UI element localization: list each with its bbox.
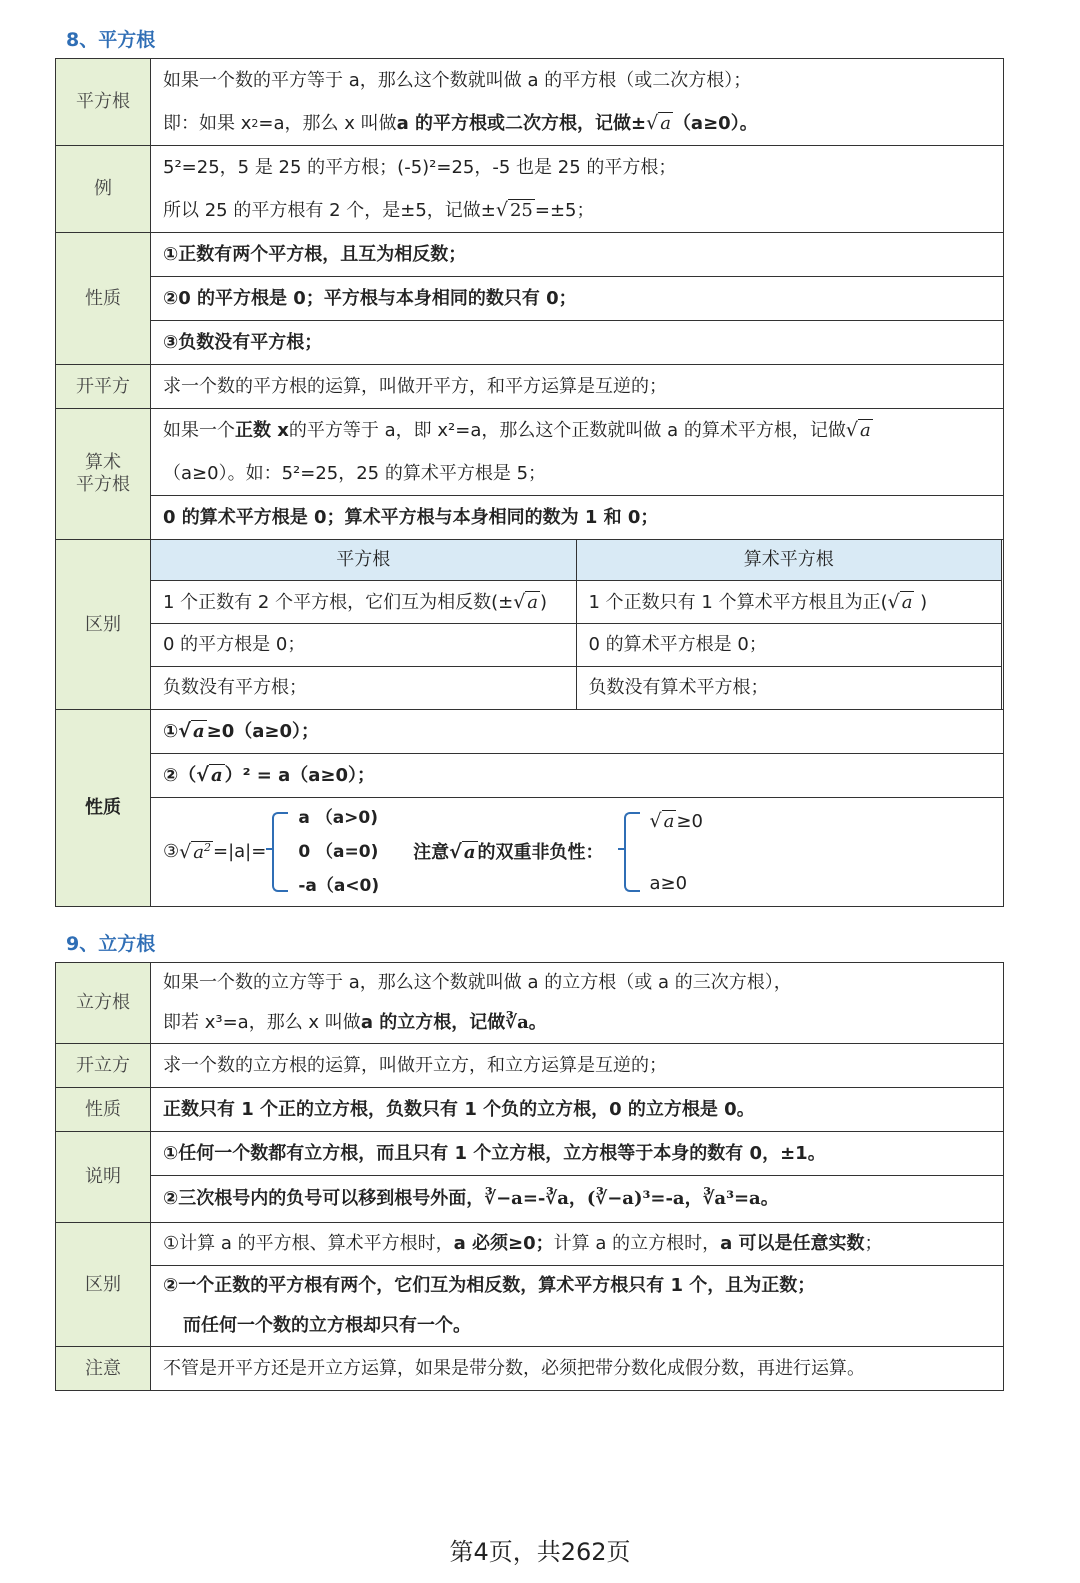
difference-subtable — [150, 539, 1002, 710]
arith-line-3: 0 的算术平方根是 0；算术平方根与本身相同的数为 1 和 0； — [163, 506, 659, 528]
arith-line-1: 如果一个 正数 x 的平方等于 a，即 x²=a，那么这个正数就叫做 a 的算术平方根，记做 √ a — [163, 419, 871, 441]
case-negative: -a（a<0) — [298, 876, 380, 896]
nature-2: ②（ √ a ）² = a（a≥0）； — [163, 764, 376, 786]
label-definition: 平方根 — [56, 59, 151, 146]
definition-line-2: 即：如果 x 2 =a，那么 x 叫做 a 的平方根或二次方根，记做± √ a （a≥0）。 — [163, 112, 758, 134]
square-root-table — [55, 58, 1004, 907]
note-text: 不管是开平方还是开立方运算，如果是带分数，必须把带分数化成假分数，再进行运算。 — [163, 1357, 865, 1379]
arith-line-2: （a≥0）。如：5²=25，25 的算术平方根是 5； — [163, 462, 547, 484]
label-example: 例 — [56, 146, 151, 233]
diff-header-square: 平方根 — [151, 540, 577, 581]
property-1: ①正数有两个平方根，且互为相反数； — [163, 243, 467, 265]
case-positive: a （a>0) — [298, 808, 379, 828]
example-line-2: 所以 25 的平方根有 2 个，是±5，记做± √ 25 =±5； — [163, 199, 595, 221]
label-note: 注意 — [56, 1347, 151, 1391]
diff-b2: 0 的算术平方根是 0； — [576, 624, 1002, 667]
kailifang-text: 求一个数的立方根的运算，叫做开立方，和立方运算是互逆的； — [163, 1054, 667, 1076]
nonneg-note: 注意√ a 的双重非负性： — [413, 840, 604, 863]
label-difference: 区别 — [56, 540, 151, 710]
page-footer: 第4页，共262页 — [449, 1538, 631, 1566]
cube-def-line-1: 如果一个数的立方等于 a，那么这个数就叫做 a 的立方根（或 a 的三次方根）， — [163, 972, 792, 993]
left-brace-icon — [272, 812, 288, 892]
definition-line-1: 如果一个数的平方等于 a，那么这个数就叫做 a 的平方根（或二次方根）； — [163, 69, 752, 91]
explain-1: ①任何一个数都有立方根，而且只有 1 个立方根，立方根等于本身的数有 0，±1。 — [163, 1142, 826, 1164]
cube-def-line-2: 即若 x³=a，那么 x 叫做 a 的立方根，记做 ∛a。 — [163, 1012, 547, 1033]
explain-2: ②三次根号内的负号可以移到根号外面， ∛−a=-∛a，(∛−a)³=-a，∛a³=a。 — [163, 1188, 779, 1209]
example-line-1: 5²=25，5 是 25 的平方根；(-5)²=25，-5 也是 25 的平方根； — [163, 156, 677, 178]
label-arithmetic-root: 算术 平方根 — [56, 409, 151, 540]
kaipingfang-text: 求一个数的平方根的运算，叫做开平方，和平方运算是互逆的； — [163, 375, 667, 397]
property-2: ②0 的平方根是 0；平方根与本身相同的数只有 0； — [163, 287, 577, 309]
cube-diff-2a: ②一个正数的平方根有两个，它们互为相反数，算术平方根只有 1 个，且为正数； — [163, 1275, 816, 1296]
cube-diff-2b: 而任何一个数的立方根却只有一个。 — [183, 1315, 471, 1336]
cube-diff-1: ①计算 a 的平方根、算术平方根时， a 必须≥0； 计算 a 的立方根时， a 可以是任意实数 ； — [163, 1233, 883, 1254]
property-3: ③负数没有平方根； — [163, 331, 323, 353]
cube-prop-text: 正数只有 1 个正的立方根，负数只有 1 个负的立方根，0 的立方根是 0。 — [163, 1098, 755, 1120]
label-cube-diff: 区别 — [56, 1223, 151, 1347]
label-kaipingfang: 开平方 — [56, 365, 151, 409]
label-properties: 性质 — [56, 233, 151, 365]
section-title-8: 8、平方根 — [66, 29, 156, 51]
nature-1: ① √ a ≥0（a≥0）； — [163, 720, 319, 742]
diff-b1: 1 个正数只有 1 个算术平方根且为正(√ a ) — [576, 581, 1002, 624]
label-explain: 说明 — [56, 1132, 151, 1223]
nature-3: ③ √ $a^2$ =|a|= a （a>0) 0 （a=0) -a（a<0) 注意√ a 的双重非负性： √ a ≥0 a≥0 — [163, 808, 703, 896]
label-cube-prop: 性质 — [56, 1088, 151, 1132]
diff-a3: 负数没有平方根； — [151, 667, 577, 710]
case-zero: 0 （a=0) — [298, 842, 379, 862]
label-cube-def: 立方根 — [56, 963, 151, 1044]
nonneg-1: √ a ≥0 — [649, 809, 703, 832]
diff-header-arith: 算术平方根 — [576, 540, 1002, 581]
diff-b3: 负数没有算术平方根； — [576, 667, 1002, 710]
nonneg-2: a≥0 — [649, 872, 688, 894]
section-title-9: 9、立方根 — [66, 933, 156, 955]
cube-root-table — [55, 962, 1004, 1391]
diff-a1: 1 个正数有 2 个平方根，它们互为相反数(±√ a ) — [151, 581, 577, 624]
label-nature: 性质 — [56, 710, 151, 907]
diff-a2: 0 的平方根是 0； — [151, 624, 577, 667]
sqrt-a-symbol: √ a — [646, 112, 671, 134]
right-brace-icon — [624, 812, 640, 892]
label-kailifang: 开立方 — [56, 1044, 151, 1088]
